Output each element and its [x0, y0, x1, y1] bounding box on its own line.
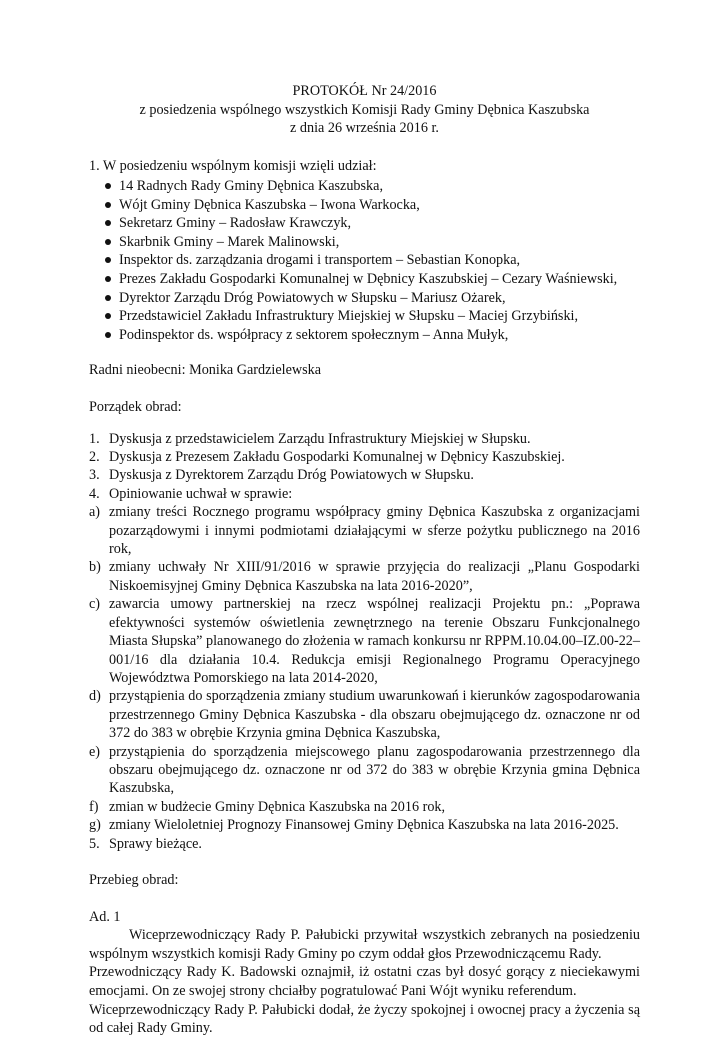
attendee-text: Dyrektor Zarządu Dróg Powiatowych w Słupsku – Mariusz Ożarek,: [119, 289, 506, 306]
agenda-item-marker: 3.: [89, 467, 100, 484]
bullet-icon: [105, 183, 111, 189]
agenda-item-marker: 1.: [89, 430, 100, 447]
agenda-item: [89, 558, 640, 595]
attendee-item: [89, 251, 640, 270]
agenda-item-marker: c): [89, 596, 101, 613]
bullet-icon: [105, 313, 111, 319]
proceedings-paragraph: Wiceprzewodniczący Rady P. Pałubicki dodał, że życzy spokojnej i owocnej pracy a życzenia są od całej Rady Gminy.: [89, 1001, 640, 1037]
agenda-item-marker: 5.: [89, 835, 100, 852]
document-header: [89, 82, 640, 138]
agenda-item-marker: b): [89, 559, 101, 576]
bullet-icon: [105, 220, 111, 226]
attendee-item: [89, 307, 640, 326]
attendee-item: [89, 214, 640, 233]
agenda-item-text: zmiany treści Rocznego programu współpracy gminy Dębnica Kaszubska z organizacjami pozarządowymi i innymi podmiotami działającymi w sferze pożytku publicznego na 2016 rok,: [109, 504, 640, 558]
bullet-icon: [105, 276, 111, 282]
attendee-item: [89, 196, 640, 215]
agenda-item-marker: a): [89, 504, 101, 521]
bullet-icon: [105, 202, 111, 208]
bullet-icon: [105, 295, 111, 301]
agenda-item: [89, 503, 640, 558]
attendee-item: [89, 326, 640, 345]
agenda-item-text: zmian w budżecie Gminy Dębnica Kaszubska na 2016 rok,: [109, 798, 446, 815]
proceedings-paragraph: Wiceprzewodniczący Rady P. Pałubicki przywitał wszystkich zebranych na posiedzeniu wspólnym wszystkich komisji Rady Gminy po czym oddał głos Przewodniczącemu Rady.: [89, 927, 640, 962]
agenda-item-text: Dyskusja z przedstawicielem Zarządu Infrastruktury Miejskiej w Słupsku.: [109, 430, 531, 447]
agenda-item-marker: 4.: [89, 485, 100, 502]
ad-label: Ad. 1: [89, 908, 121, 925]
agenda-item-marker: 2.: [89, 449, 100, 466]
attendee-text: Wójt Gminy Dębnica Kaszubska – Iwona Warkocka,: [119, 196, 420, 213]
attendee-text: Przedstawiciel Zakładu Infrastruktury Miejskiej w Słupsku – Maciej Grzybiński,: [119, 308, 579, 325]
agenda-item-text: przystąpienia do sporządzenia miejscowego planu zagospodarowania przestrzennego dla obszaru obejmującego dz. oznaczone nr od 372 do 383 w obrębie Krzynia gmina Dębnica Kaszubska,: [109, 743, 640, 797]
bullet-icon: [105, 257, 111, 263]
agenda-heading: Porządek obrad:: [89, 399, 182, 416]
agenda-item: [89, 687, 640, 742]
agenda-item: [89, 816, 640, 834]
agenda-item-text: zawarcia umowy partnerskiej na rzecz wspólnej realizacji Projektu pn.: „Poprawa efektywności systemów oświetlenia zewnętrznego na terenie Obszaru Funkcjonalnego Miasta Słupska” planowanego do złożenia w ramach konkursu nr RPPM.10.04.00–IZ.00-22–001/16 dla działania 10.4. Redukcja emisji Regionalnego Programu Operacyjnego Województwa Pomorskiego na lata 2014-2020,: [109, 596, 640, 686]
agenda-item-marker: g): [89, 817, 101, 834]
agenda-item-marker: f): [89, 798, 99, 815]
document-subtitle: z posiedzenia wspólnego wszystkich Komisji Rady Gminy Dębnica Kaszubska: [139, 101, 590, 118]
agenda-item: [89, 430, 640, 448]
agenda-item: [89, 448, 640, 466]
agenda-item: [89, 798, 640, 816]
agenda-item-marker: e): [89, 743, 101, 760]
document-page: [89, 82, 640, 1038]
agenda-item-text: zmiany Wieloletniej Prognozy Finansowej Gminy Dębnica Kaszubska na lata 2016-2025.: [109, 817, 619, 834]
proceedings-heading: Przebieg obrad:: [89, 871, 179, 888]
agenda-item: [89, 485, 640, 503]
attendee-text: Sekretarz Gminy – Radosław Krawczyk,: [119, 215, 352, 232]
agenda-item-text: przystąpienia do sporządzenia zmiany studium uwarunkowań i kierunków zagospodarowania przestrzennego Gminy Dębnica Kaszubska - dla obszaru obejmującego dz. oznaczone nr od 372 do 383 w obrębie Krzynia gmina Dębnica Kaszubska,: [109, 688, 640, 742]
document-title: PROTOKÓŁ Nr 24/2016: [292, 83, 437, 99]
bullet-icon: [105, 332, 111, 338]
bullet-icon: [105, 239, 111, 245]
attendee-item: [89, 177, 640, 196]
agenda-item: [89, 466, 640, 484]
document-date: z dnia 26 września 2016 r.: [290, 120, 439, 136]
attendance-intro: 1. W posiedzeniu wspólnym komisji wzięli udział:: [89, 157, 377, 174]
attendee-item: [89, 289, 640, 308]
agenda-item-text: Opiniowanie uchwał w sprawie:: [109, 485, 293, 502]
attendee-text: 14 Radnych Rady Gminy Dębnica Kaszubska,: [119, 178, 383, 195]
agenda-item: [89, 835, 640, 853]
attendee-text: Skarbnik Gminy – Marek Malinowski,: [119, 233, 340, 250]
attendee-text: Inspektor ds. zarządzania drogami i transportem – Sebastian Konopka,: [119, 252, 521, 269]
agenda-item: [89, 595, 640, 687]
agenda-list: [89, 430, 640, 853]
absent-councillors: Radni nieobecni: Monika Gardzielewska: [89, 362, 322, 379]
agenda-item-text: Dyskusja z Prezesem Zakładu Gospodarki Komunalnej w Dębnicy Kaszubskiej.: [109, 449, 565, 466]
agenda-item-text: Dyskusja z Dyrektorem Zarządu Dróg Powiatowych w Słupsku.: [109, 467, 474, 484]
attendee-item: [89, 270, 640, 289]
attendee-text: Podinspektor ds. współpracy z sektorem społecznym – Anna Mułyk,: [119, 326, 509, 343]
agenda-item-text: zmiany uchwały Nr XIII/91/2016 w sprawie przyjęcia do realizacji „Planu Gospodarki Niskoemisyjnej Gminy Dębnica Kaszubska na lata 2016-2020”,: [109, 559, 640, 594]
proceedings-paragraph: Przewodniczący Rady K. Badowski oznajmił, iż ostatni czas był dosyć gorący z nieciekawymi emocjami. On ze swojej strony chciałby pogratulować Pani Wójt wyniku referendum.: [89, 964, 640, 999]
agenda-item: [89, 743, 640, 798]
attendee-text: Prezes Zakładu Gospodarki Komunalnej w Dębnicy Kaszubskiej – Cezary Waśniewski,: [119, 271, 618, 288]
attendee-item: [89, 233, 640, 252]
agenda-item-text: Sprawy bieżące.: [109, 835, 202, 852]
agenda-item-marker: d): [89, 688, 101, 705]
attendance-list: [89, 177, 640, 344]
